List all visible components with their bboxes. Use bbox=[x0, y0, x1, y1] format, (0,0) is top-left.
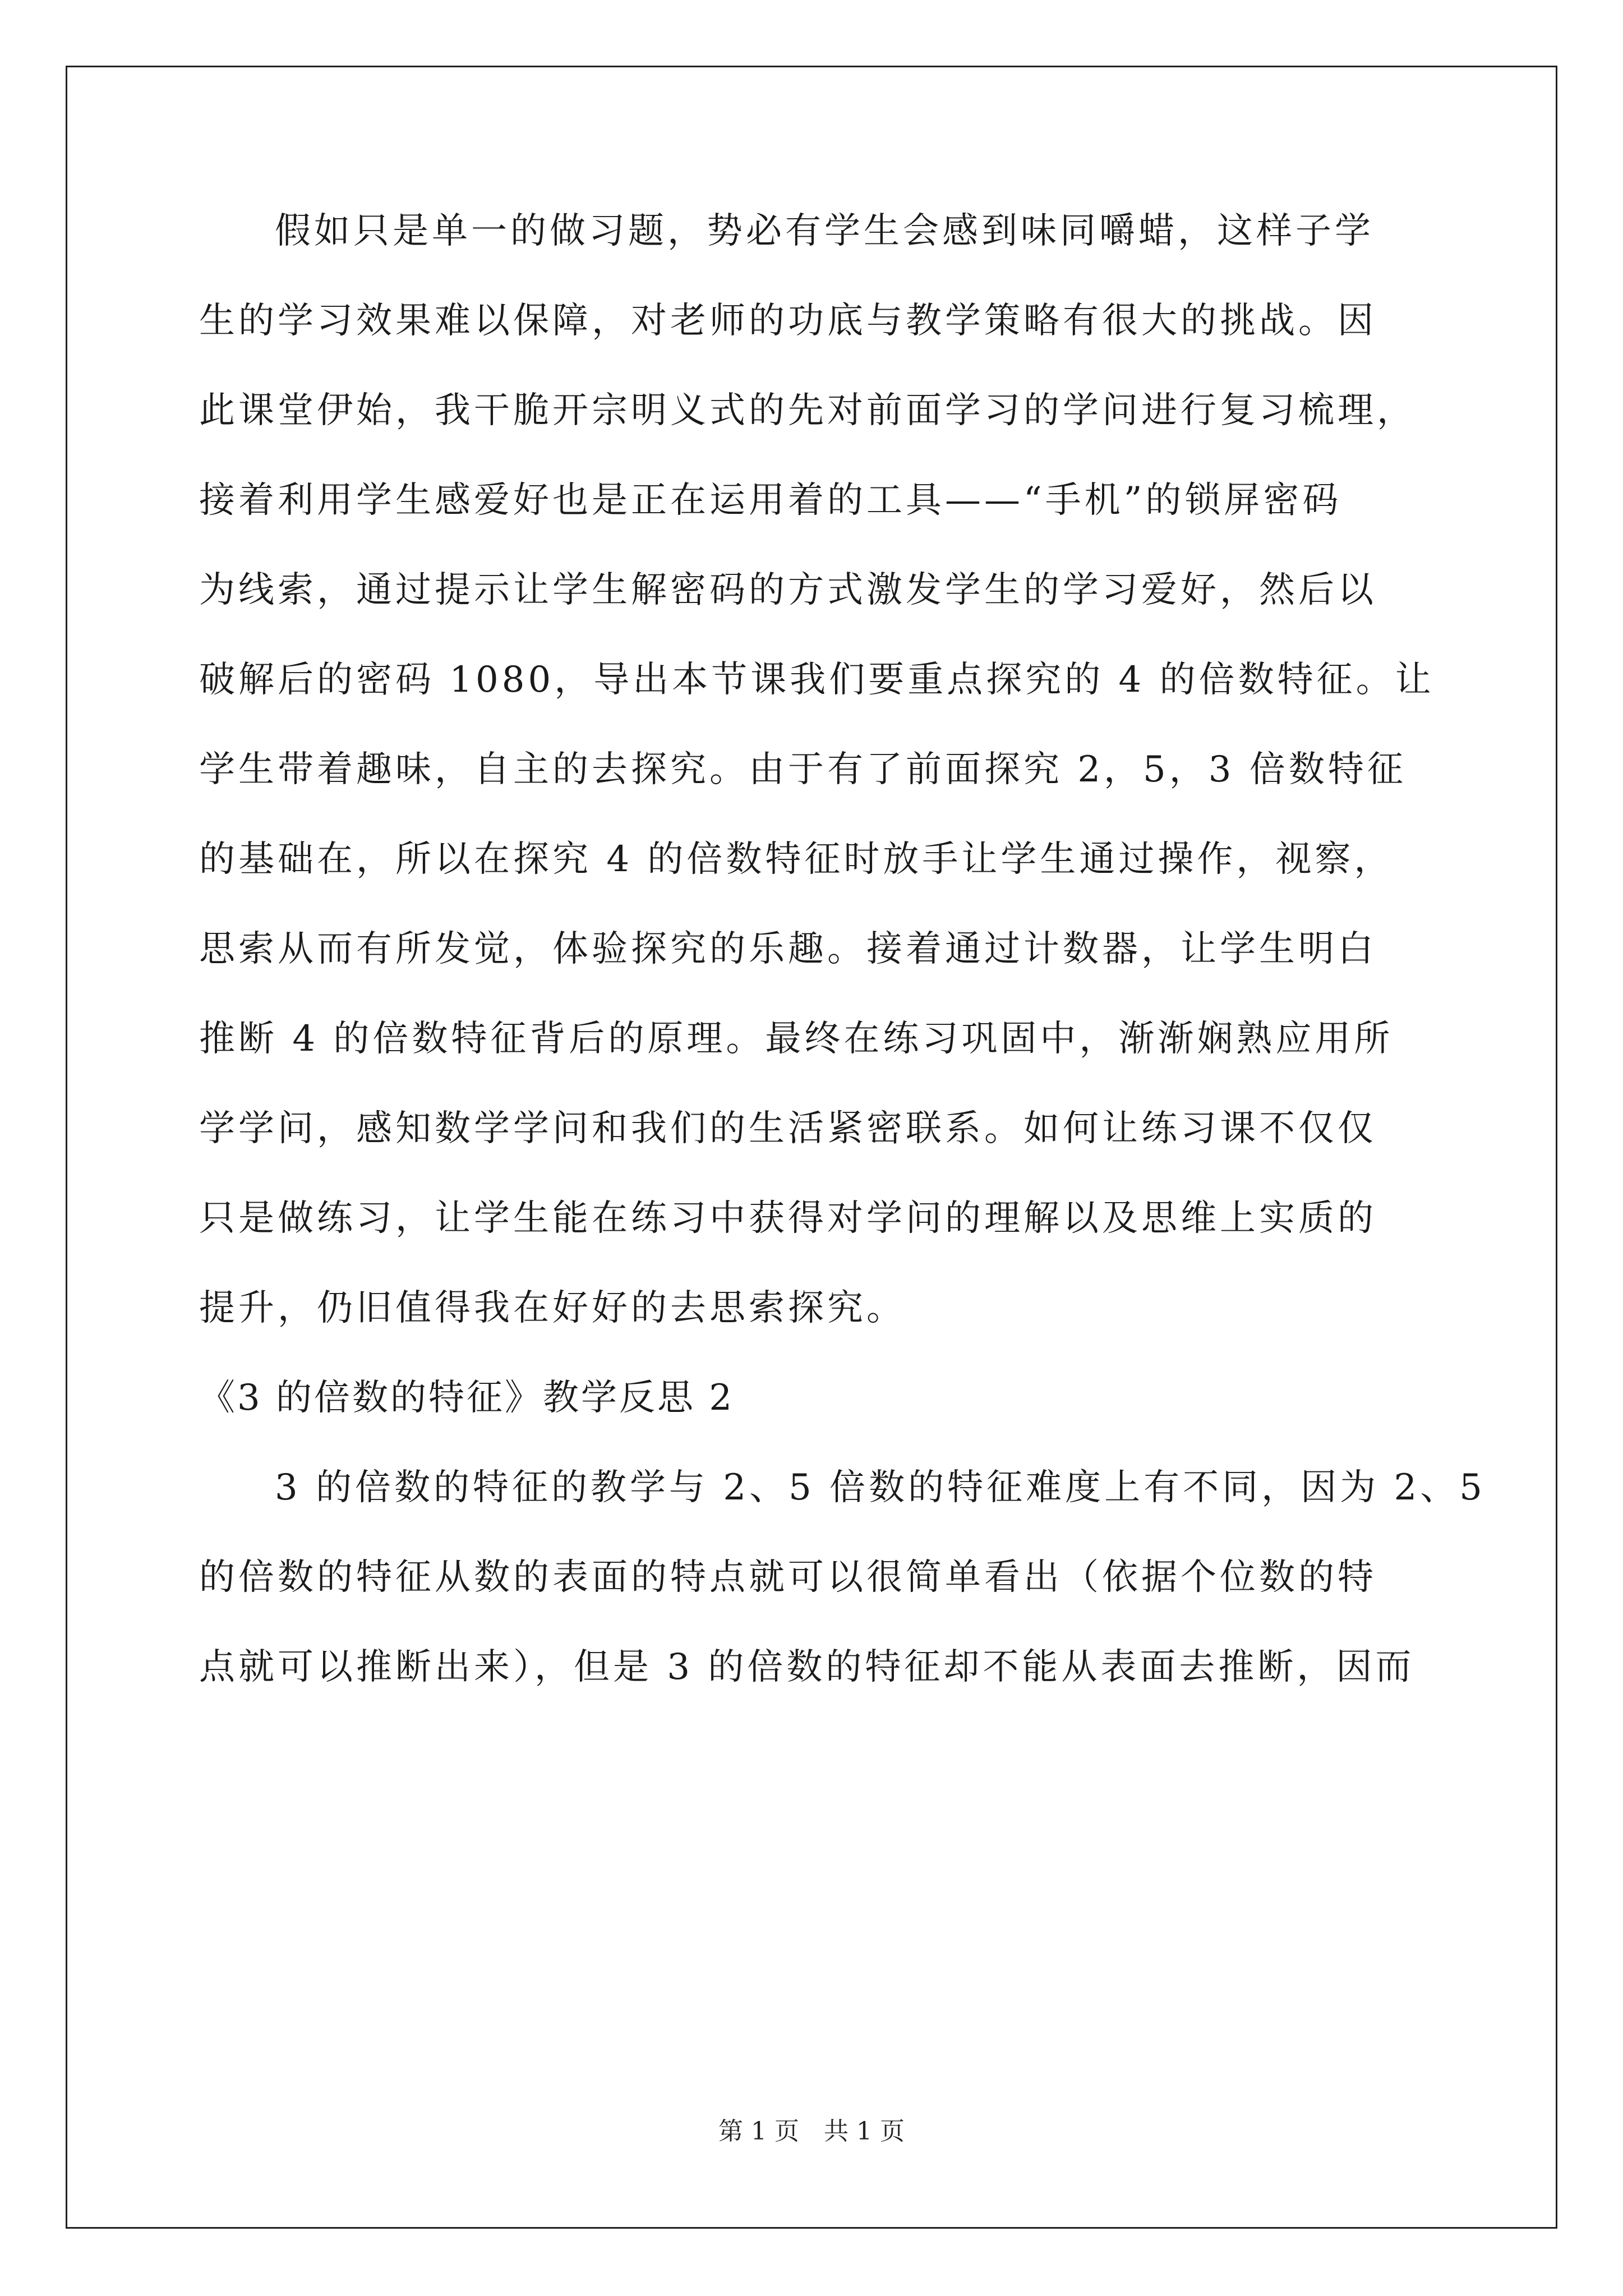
text-line: 学生带着趣味，自主的去探究。由于有了前面探究 2，5，3 倍数特征 bbox=[199, 749, 1407, 790]
text-line: 的倍数的特征从数的表面的特点就可以很简单看出（依据个位数的特 bbox=[199, 1557, 1377, 1598]
text-line: 学学问，感知数学学问和我们的生活紧密联系。如何让练习课不仅仅 bbox=[199, 1108, 1377, 1149]
text-line: 点就可以推断出来），但是 3 的倍数的特征却不能从表面去推断，因而 bbox=[199, 1646, 1415, 1688]
text-line: 为线索，通过提示让学生解密码的方式激发学生的学习爱好，然后以 bbox=[199, 569, 1377, 611]
text-line: 破解后的密码 1080，导出本节课我们要重点探究的 4 的倍数特征。让 bbox=[199, 659, 1435, 701]
text-line: 接着利用学生感爱好也是正在运用着的工具——“手机”的锁屏密码 bbox=[199, 480, 1342, 521]
text-line: 的基础在，所以在探究 4 的倍数特征时放手让学生通过操作，视察， bbox=[199, 839, 1394, 880]
page-number: 第 1 页 共 1 页 bbox=[718, 2117, 905, 2146]
text-line: 此课堂伊始，我干脆开宗明义式的先对前面学习的学问进行复习梳理， bbox=[199, 390, 1416, 431]
text-line: 思索从而有所发觉，体验探究的乐趣。接着通过计数器，让学生明白 bbox=[199, 928, 1377, 970]
text-line: 3 的倍数的特征的教学与 2、5 倍数的特征难度上有不同，因为 2、5 bbox=[275, 1467, 1486, 1508]
text-line: 假如只是单一的做习题，势必有学生会感到味同嚼蜡，这样子学 bbox=[275, 210, 1374, 252]
section-heading: 《3 的倍数的特征》教学反思 2 bbox=[199, 1377, 735, 1419]
text-line: 推断 4 的倍数特征背后的原理。最终在练习巩固中，渐渐娴熟应用所 bbox=[199, 1018, 1394, 1060]
text-line: 提升，仍旧值得我在好好的去思索探究。 bbox=[199, 1287, 906, 1329]
document-body bbox=[199, 210, 1500, 1739]
text-line: 生的学习效果难以保障，对老师的功底与教学策略有很大的挑战。因 bbox=[199, 300, 1377, 342]
text-line: 只是做练习，让学生能在练习中获得对学问的理解以及思维上实质的 bbox=[199, 1198, 1377, 1239]
